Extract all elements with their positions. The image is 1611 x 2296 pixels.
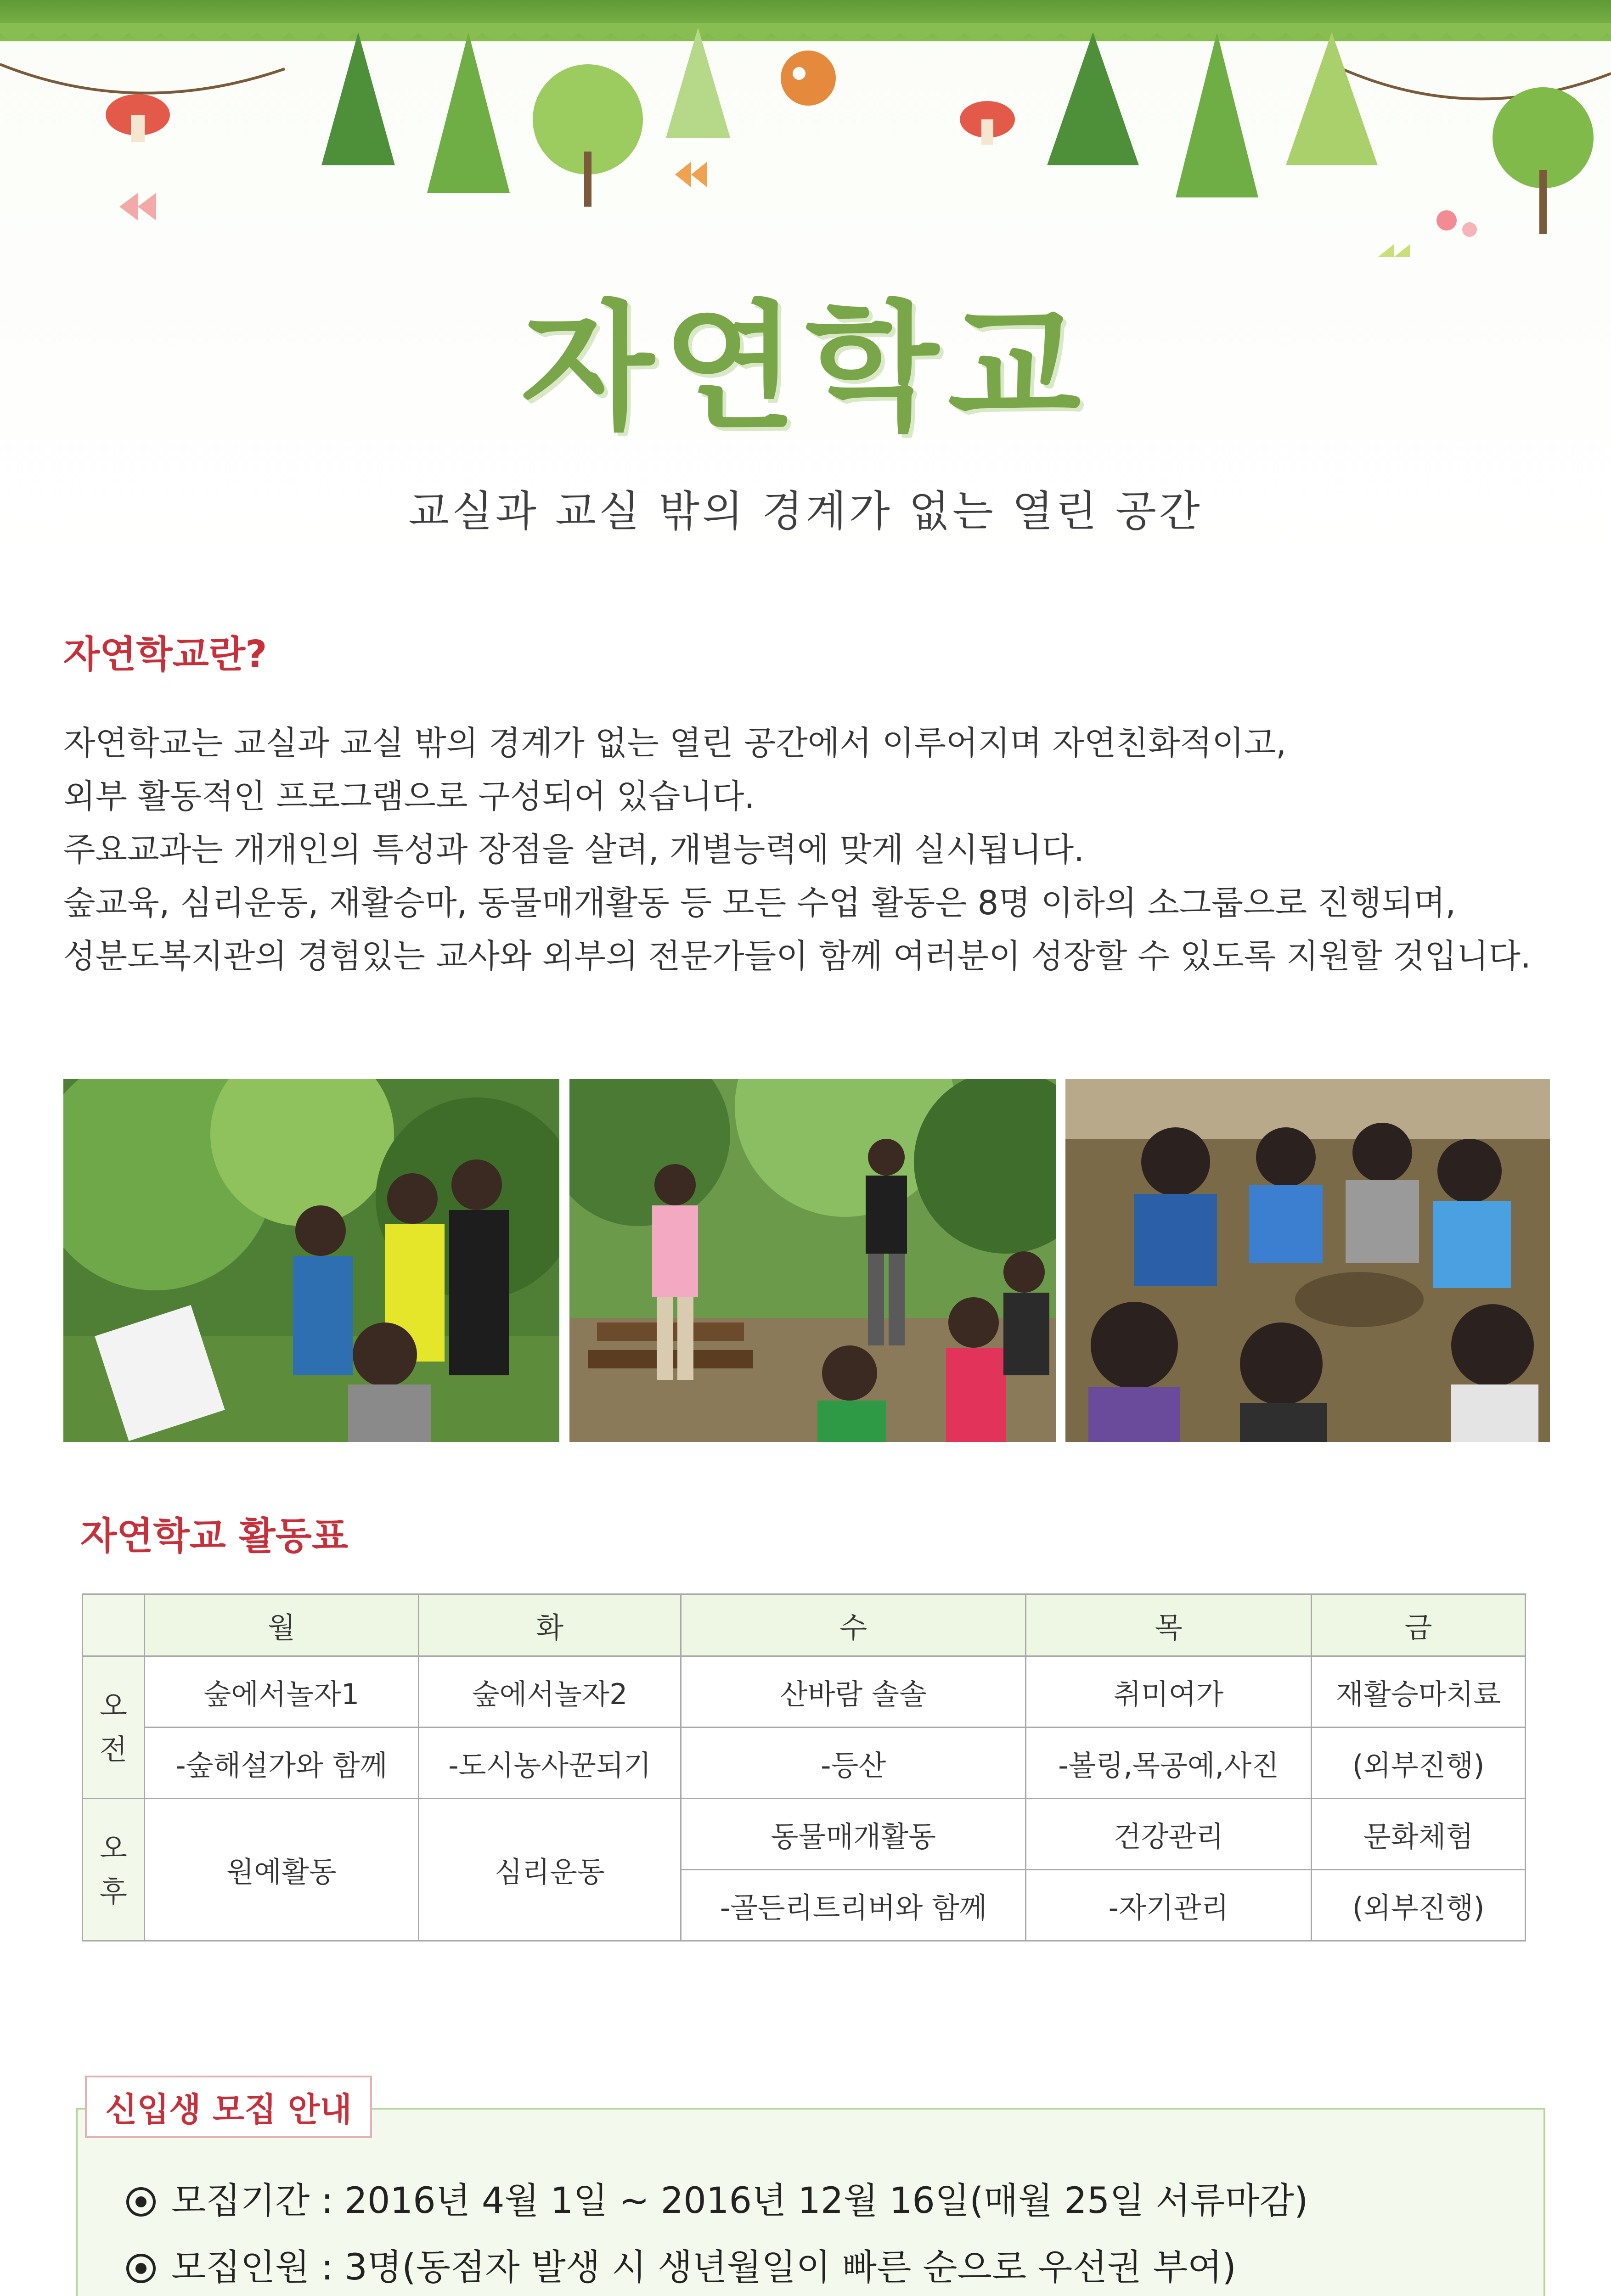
- table-cell: -등산: [681, 1728, 1026, 1799]
- bullet-icon: [126, 2254, 156, 2283]
- page-title: 자연학교: [521, 286, 1090, 448]
- schedule-table: [82, 1593, 1526, 1941]
- table-cell: 산바람 솔솔: [681, 1656, 1026, 1728]
- activity-photo-1: [63, 1079, 559, 1442]
- table-cell: -자기관리: [1026, 1870, 1312, 1941]
- table-cell: 문화체험: [1312, 1799, 1526, 1870]
- day-header: 월: [145, 1594, 419, 1656]
- recruit-period-text: 모집기간 : 2016년 4월 1일 ~ 2016년 12월 16일(매월 25일 서류마감): [171, 2180, 1308, 2222]
- forest-decoration: [0, 0, 1611, 257]
- activity-photo-3: [1065, 1079, 1550, 1442]
- recruit-period: [126, 2172, 1308, 2223]
- intro-text: [63, 716, 1556, 983]
- table-header-row: [83, 1594, 1526, 1656]
- header-banner: [0, 0, 1611, 574]
- table-row: [83, 1728, 1526, 1799]
- activity-photo-2: [569, 1079, 1056, 1442]
- table-cell: -도시농사꾼되기: [418, 1728, 681, 1799]
- table-cell: -볼링,목공예,사진: [1026, 1728, 1312, 1799]
- intro-line: 자연학교는 교실과 교실 밖의 경계가 없는 열린 공간에서 이루어지며 자연친화적이고,: [63, 724, 1287, 762]
- table-row: [83, 1656, 1526, 1728]
- table-cell: 취미여가: [1026, 1656, 1312, 1728]
- table-cell: 동물매개활동: [681, 1799, 1026, 1870]
- day-header: 화: [418, 1594, 681, 1656]
- schedule-heading: 자연학교 활동표: [80, 1514, 349, 1558]
- table-cell: 숲에서놀자2: [418, 1656, 681, 1728]
- intro-line: 숲교육, 심리운동, 재활승마, 동물매개활동 등 모든 수업 활동은 8명 이하의 소그룹으로 진행되며,: [63, 884, 1456, 922]
- table-cell: -숲해설가와 함께: [145, 1728, 419, 1799]
- page-subtitle: 교실과 교실 밖의 경계가 없는 열린 공간: [408, 487, 1203, 536]
- day-header: 수: [681, 1594, 1026, 1656]
- table-cell: 숲에서놀자1: [145, 1656, 419, 1728]
- intro-line: 성분도복지관의 경험있는 교사와 외부의 전문가들이 함께 여러분이 성장할 수 있도록 지원할 것입니다.: [63, 937, 1531, 975]
- morning-label: 오 전: [83, 1656, 145, 1799]
- intro-line: 주요교과는 개개인의 특성과 장점을 살려, 개별능력에 맞게 실시됩니다.: [63, 830, 1084, 869]
- recruit-tab: 신입생 모집 안내: [85, 2076, 372, 2138]
- day-header: 목: [1026, 1594, 1312, 1656]
- intro-line: 외부 활동적인 프로그램으로 구성되어 있습니다.: [63, 777, 755, 816]
- table-cell: -골든리트리버와 함께: [681, 1870, 1026, 1941]
- table-cell: 원예활동: [145, 1799, 419, 1941]
- table-corner: [83, 1594, 145, 1656]
- afternoon-label: 오 후: [83, 1799, 145, 1941]
- table-cell: 심리운동: [418, 1799, 681, 1941]
- intro-heading: 자연학교란?: [63, 633, 267, 676]
- table-row: [83, 1799, 1526, 1870]
- table-cell: (외부진행): [1312, 1728, 1526, 1799]
- recruit-count-text: 모집인원 : 3명(동점자 발생 시 생년월일이 빠른 순으로 우선권 부여): [171, 2247, 1236, 2288]
- table-cell: 건강관리: [1026, 1799, 1312, 1870]
- recruit-count: [126, 2239, 1236, 2290]
- bullet-icon: [126, 2187, 156, 2217]
- day-header: 금: [1312, 1594, 1526, 1656]
- table-cell: 재활승마치료: [1312, 1656, 1526, 1728]
- table-cell: (외부진행): [1312, 1870, 1526, 1941]
